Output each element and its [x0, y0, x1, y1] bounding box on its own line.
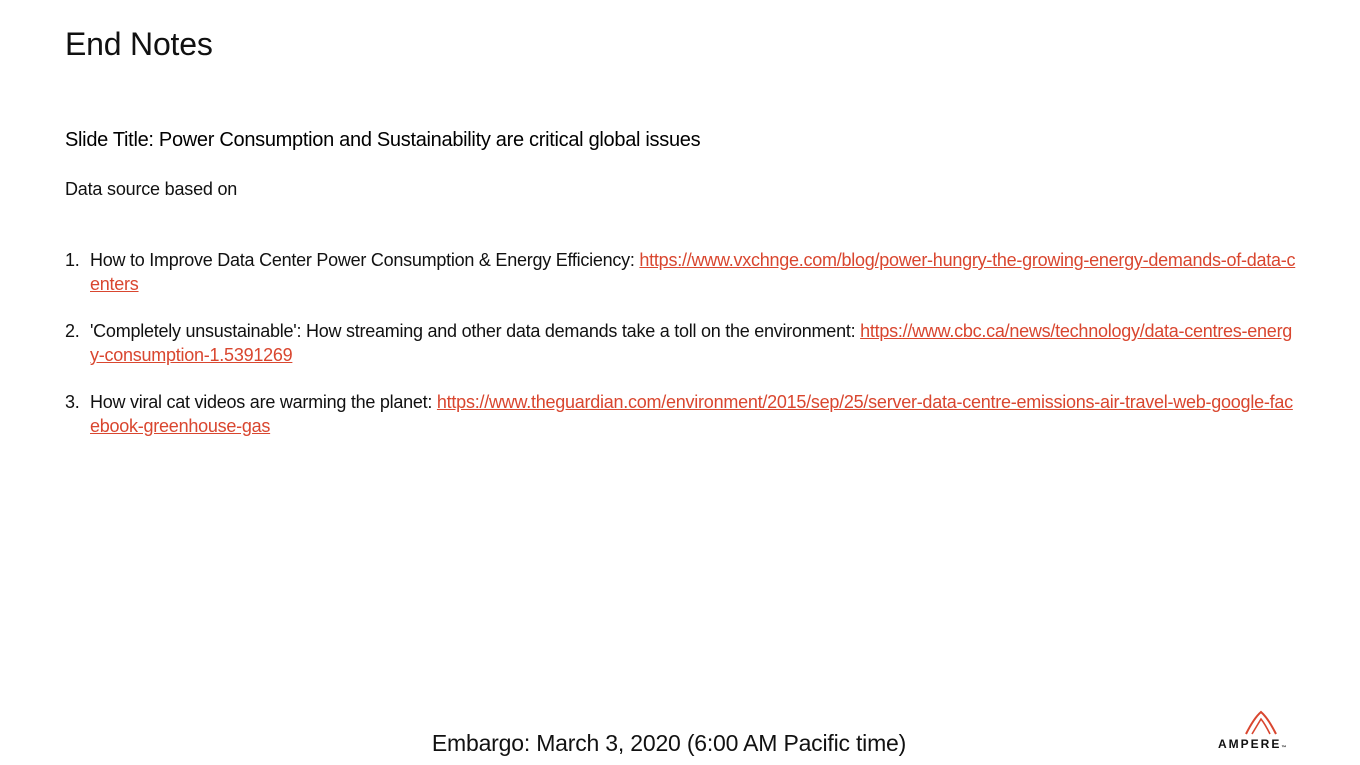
reference-text: How viral cat videos are warming the planet: [90, 392, 437, 412]
logo-wordmark: AMPERE [1218, 737, 1282, 751]
reference-text: How to Improve Data Center Power Consumption & Energy Efficiency: [90, 250, 640, 270]
reference-text: 'Completely unsustainable': How streaming and other data demands take a toll on the environment: [90, 321, 861, 341]
reference-link[interactable]: https://www.vxchnge.com/blog/power-hungry-the-growing-energy-demands-of-data-centers [90, 250, 1296, 294]
reference-item-1 [65, 248, 1300, 296]
reference-item-2 [65, 319, 1300, 367]
reference-item-3 [65, 390, 1300, 438]
reference-link[interactable]: https://www.cbc.ca/news/technology/data-centres-energy-consumption-1.5391269 [90, 321, 1293, 365]
references-list [65, 248, 1300, 461]
logo-trademark: ™ [1281, 745, 1287, 751]
reference-number: 1. [65, 250, 80, 270]
page-title: End Notes [65, 26, 213, 62]
reference-link[interactable]: https://www.theguardian.com/environment/2015/sep/25/server-data-centre-emissions-air-travel-web-google-facebook-greenhouse-gas [90, 392, 1293, 436]
embargo-notice: Embargo: March 3, 2020 (6:00 AM Pacific time) [431, 730, 907, 756]
ampere-logo-icon [1244, 710, 1278, 736]
slide-title: Slide Title: Power Consumption and Sustainability are critical global issues [65, 129, 701, 151]
data-source-label: Data source based on [65, 179, 238, 199]
ampere-logo-text [1218, 737, 1300, 751]
ampere-logo [1218, 710, 1300, 754]
reference-number: 2. [65, 321, 80, 341]
reference-number: 3. [65, 392, 80, 412]
